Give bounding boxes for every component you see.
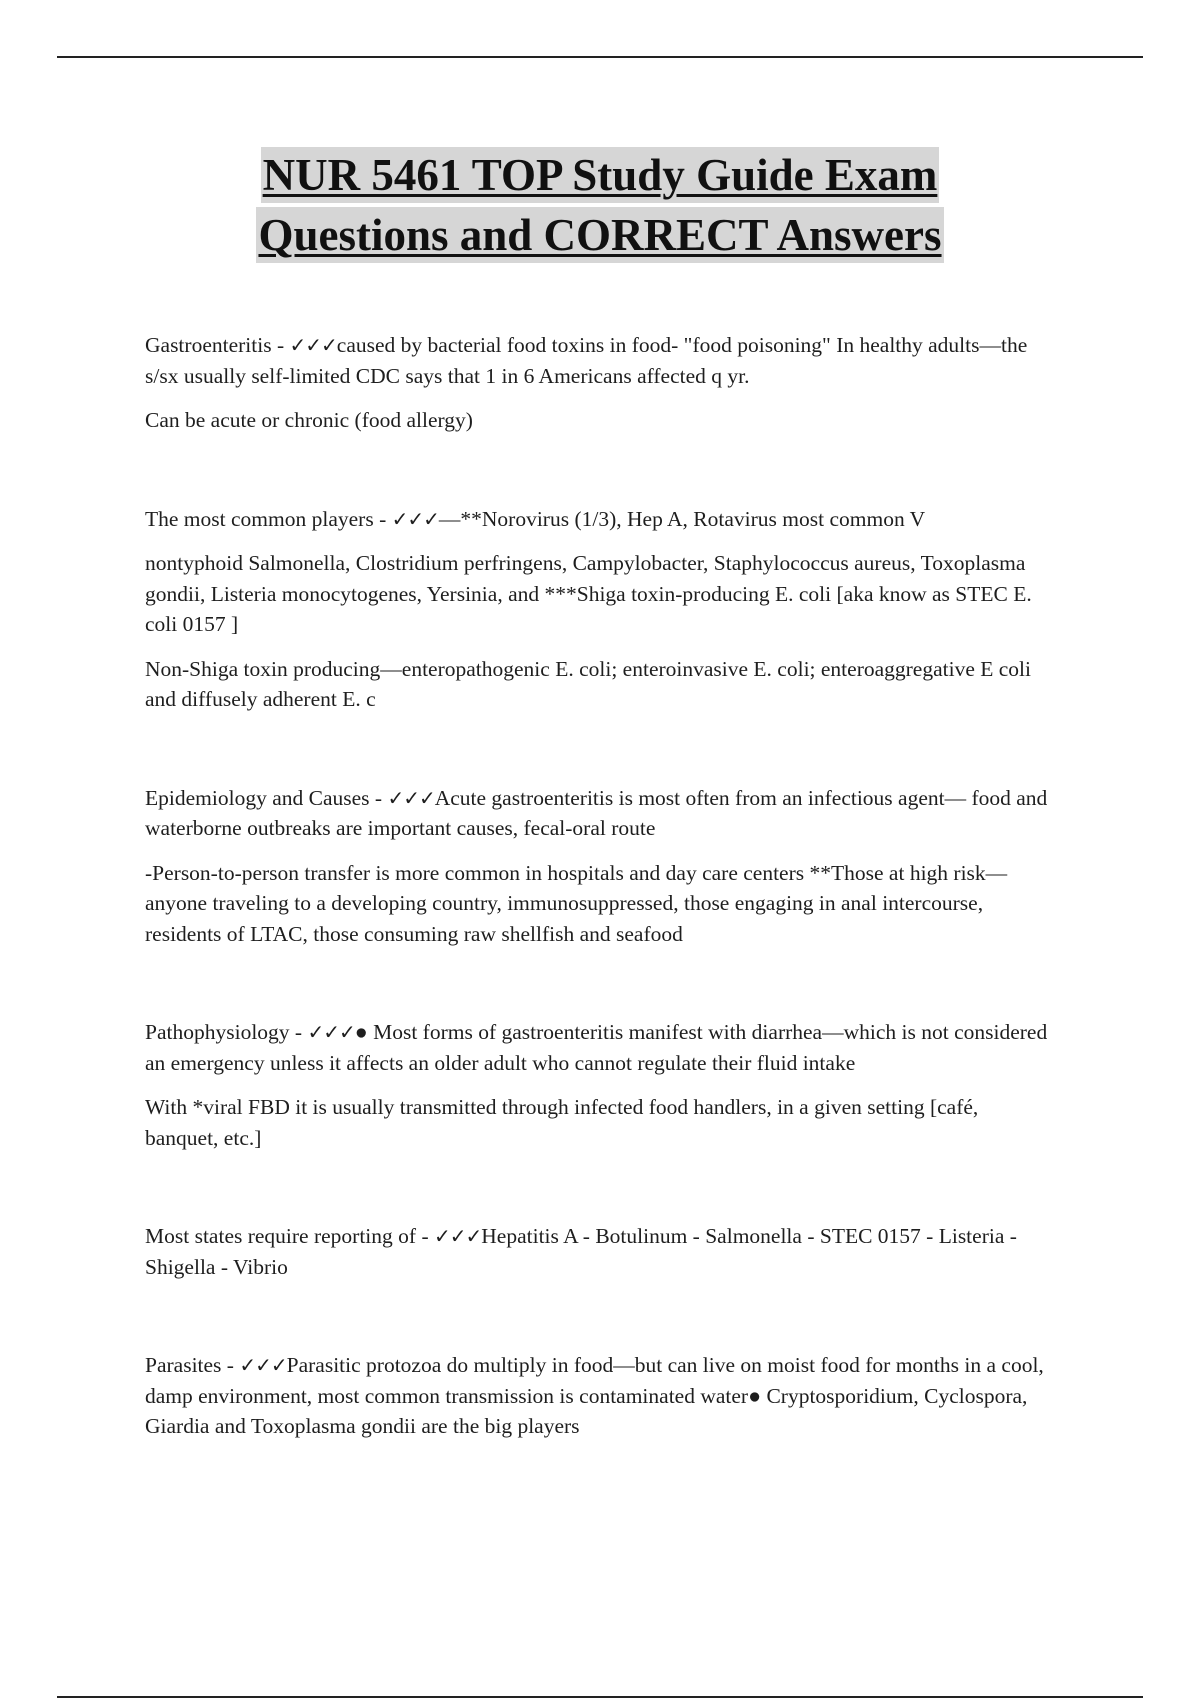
entry-answer: Parasitic protozoa do multiply in food—but can live on moist food for months in a cool, damp environment, most common transmission is contaminated water● Cryptosporidium, Cyclospora, Giardia and Toxoplasma gondii are the big players — [145, 1353, 1044, 1438]
qa-entry-common-players — [145, 504, 1055, 715]
entry-first-paragraph — [145, 1350, 1055, 1442]
entry-paragraph: With *viral FBD it is usually transmitted through infected food handlers, in a given setting [café, banquet, etc.] — [145, 1095, 979, 1150]
checkmark-icon: ✓✓✓ — [391, 506, 439, 531]
entry-first-paragraph — [145, 1017, 1055, 1078]
entry-first-paragraph — [145, 330, 1055, 391]
entry-paragraph: -Person-to-person transfer is more common in hospitals and day care centers **Those at high risk—anyone traveling to a developing country, immunosuppressed, those engaging in anal intercourse, residents of LTAC, those consuming raw shellfish and seafood — [145, 860, 1008, 946]
qa-entry-pathophysiology — [145, 1017, 1055, 1153]
checkmark-icon: ✓✓✓ — [307, 1020, 355, 1044]
checkmark-icon: ✓✓✓ — [239, 1353, 287, 1377]
qa-entry-gastroenteritis — [145, 330, 1055, 436]
qa-entry-epidemiology — [145, 783, 1055, 950]
entry-first-paragraph — [145, 1221, 1055, 1282]
checkmark-icon: ✓✓✓ — [433, 1224, 482, 1248]
entry-question: Epidemiology and Causes - — [145, 785, 388, 810]
bottom-rule — [57, 1696, 1143, 1698]
document-body — [145, 330, 1055, 1510]
entry-first-paragraph — [145, 504, 1055, 535]
entry-answer: Hepatitis A - Botulinum - Salmonella - STEC 0157 - Listeria - Shigella - Vibrio — [145, 1224, 1017, 1279]
entry-paragraph: Non-Shiga toxin producing—enteropathogenic E. coli; enteroinvasive E. coli; enteroaggregative E coli and diffusely adherent E. c — [145, 656, 1032, 711]
entry-first-paragraph — [145, 783, 1055, 844]
entry-paragraph: nontyphoid Salmonella, Clostridium perfringens, Campylobacter, Staphylococcus aureus, Toxoplasma gondii, Listeria monocytogenes, Yersinia, and ***Shiga toxin-producing E. coli [aka know as STEC E. coli 0157 ] — [145, 551, 1032, 636]
document-title — [0, 145, 1200, 265]
entry-answer: Acute gastroenteritis is most often from an infectious agent— food and waterborne outbreaks are important causes, fecal-oral route — [145, 785, 1048, 840]
qa-entry-parasites — [145, 1350, 1055, 1442]
entry-question: Pathophysiology - — [145, 1020, 308, 1044]
checkmark-icon: ✓✓✓ — [387, 785, 435, 810]
title-line-2: Questions and CORRECT Answers — [256, 207, 943, 263]
entry-answer: caused by bacterial food toxins in food- "food poisoning" In healthy adults—the s/sx usually self-limited CDC says that 1 in 6 Americans affected q yr. — [145, 333, 1028, 388]
entry-question: Most states require reporting of - — [145, 1224, 434, 1248]
entry-answer: ● Most forms of gastroenteritis manifest with diarrhea—which is not considered an emergency unless it affects an older adult who cannot regulate their fluid intake — [145, 1020, 1048, 1075]
entry-paragraph: Can be acute or chronic (food allergy) — [145, 408, 473, 432]
qa-entry-reporting — [145, 1221, 1055, 1282]
entry-question: Parasites - — [145, 1353, 240, 1377]
entry-answer: —**Norovirus (1/3), Hep A, Rotavirus most common V — [438, 506, 926, 531]
top-rule — [57, 56, 1143, 58]
checkmark-icon: ✓✓✓ — [289, 333, 337, 357]
entry-question: Gastroenteritis - — [145, 333, 290, 357]
entry-question: The most common players - — [145, 506, 392, 531]
title-line-1: NUR 5461 TOP Study Guide Exam — [261, 147, 940, 203]
